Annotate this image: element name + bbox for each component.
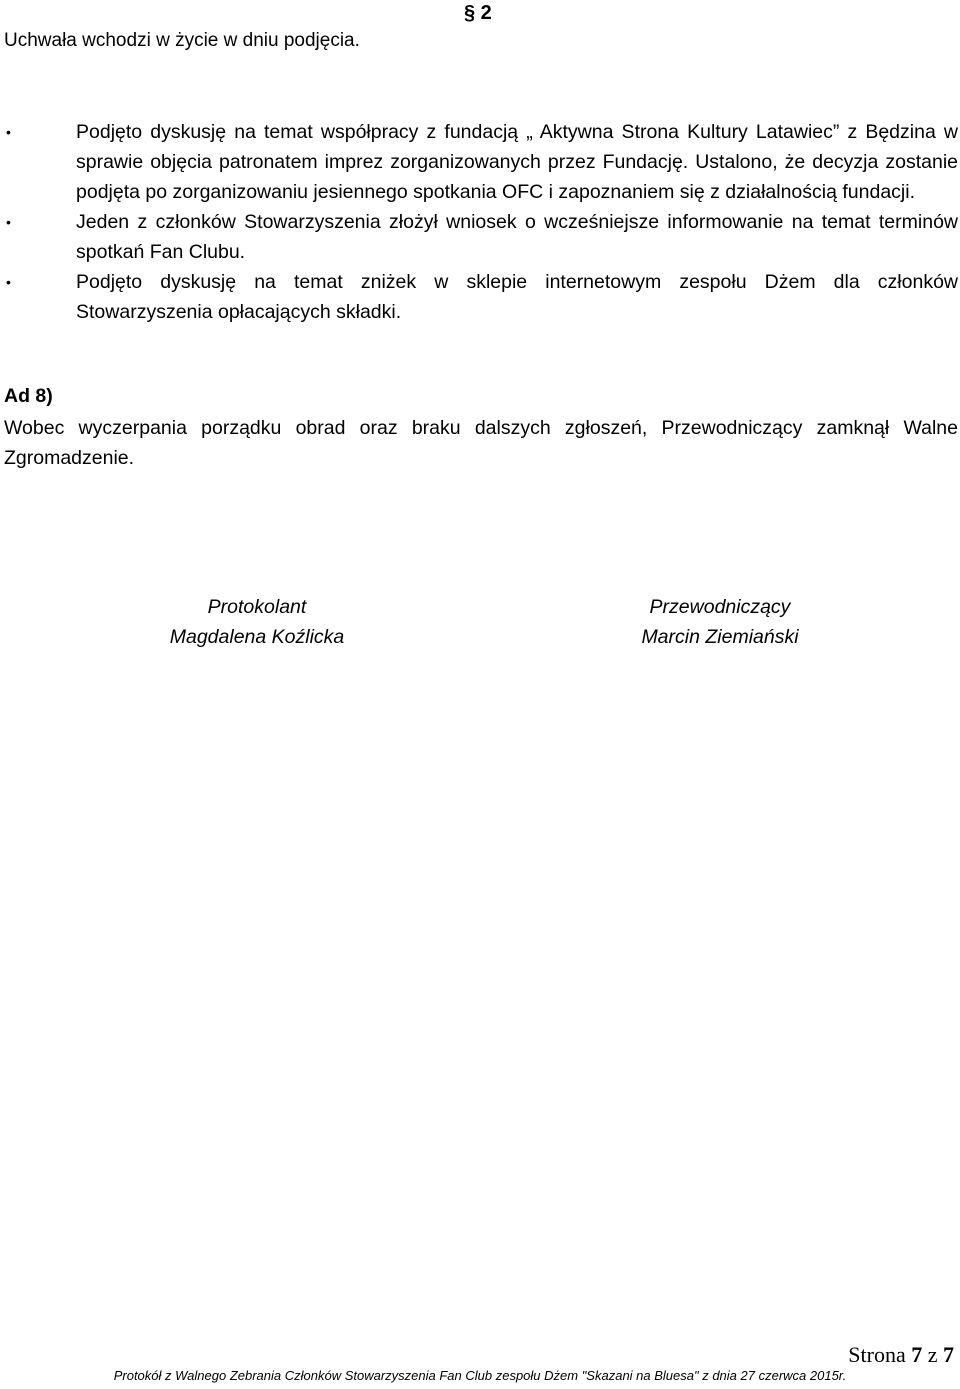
list-item-text: Podjęto dyskusję na temat zniżek w sklepie internetowym zespołu Dżem dla członków Stowarzyszenia opłacających składki.	[76, 271, 958, 323]
bullet-icon: •	[6, 124, 11, 140]
signature-role: Protokolant	[207, 596, 307, 618]
list-item	[0, 117, 960, 207]
signature-name: Magdalena Koźlicka	[169, 626, 345, 648]
page-current: 7	[911, 1342, 923, 1367]
signature-block-recorder	[120, 592, 394, 652]
intro-sentence: Uchwała wchodzi w życie w dniu podjęcia.	[4, 30, 360, 51]
page-number	[848, 1342, 954, 1368]
ad8-text: Wobec wyczerpania porządku obrad oraz braku dalszych zgłoszeń, Przewodniczący zamknął Walne Zgromadzenie.	[4, 417, 958, 469]
list-item-text: Jeden z członków Stowarzyszenia złożył wniosek o wcześniejsze informowanie na temat terminów spotkań Fan Clubu.	[76, 211, 958, 263]
list-item-text: Podjęto dyskusję na temat współpracy z fundacją „ Aktywna Strona Kultury Latawiec” z Będzina w sprawie objęcia patronatem imprez zorganizowanych przez Fundację. Ustalono, że decyzja zostanie podjęta po zorganizowaniu jesiennego spotkania OFC i zapoznaniem się z działalnością fundacji.	[76, 121, 958, 203]
page-total: 7	[943, 1342, 954, 1367]
section-heading: § 2	[464, 2, 492, 24]
bullet-icon: •	[6, 214, 11, 230]
page-prefix: Strona	[848, 1342, 906, 1367]
list-item	[0, 267, 960, 327]
list-item	[0, 207, 960, 267]
signature-block-chairman	[582, 592, 858, 652]
page-separator: z	[927, 1342, 938, 1367]
signature-name: Marcin Ziemiański	[641, 626, 799, 648]
signature-role: Przewodniczący	[649, 596, 791, 618]
bullet-icon: •	[6, 274, 11, 290]
ad8-label: Ad 8)	[4, 385, 53, 407]
page-footer: Protokół z Walnego Zebrania Członków Stowarzyszenia Fan Club zespołu Dżem "Skazani na Bluesa" z dnia 27 czerwca 2015r.	[113, 1368, 847, 1383]
bullet-list	[0, 117, 960, 327]
